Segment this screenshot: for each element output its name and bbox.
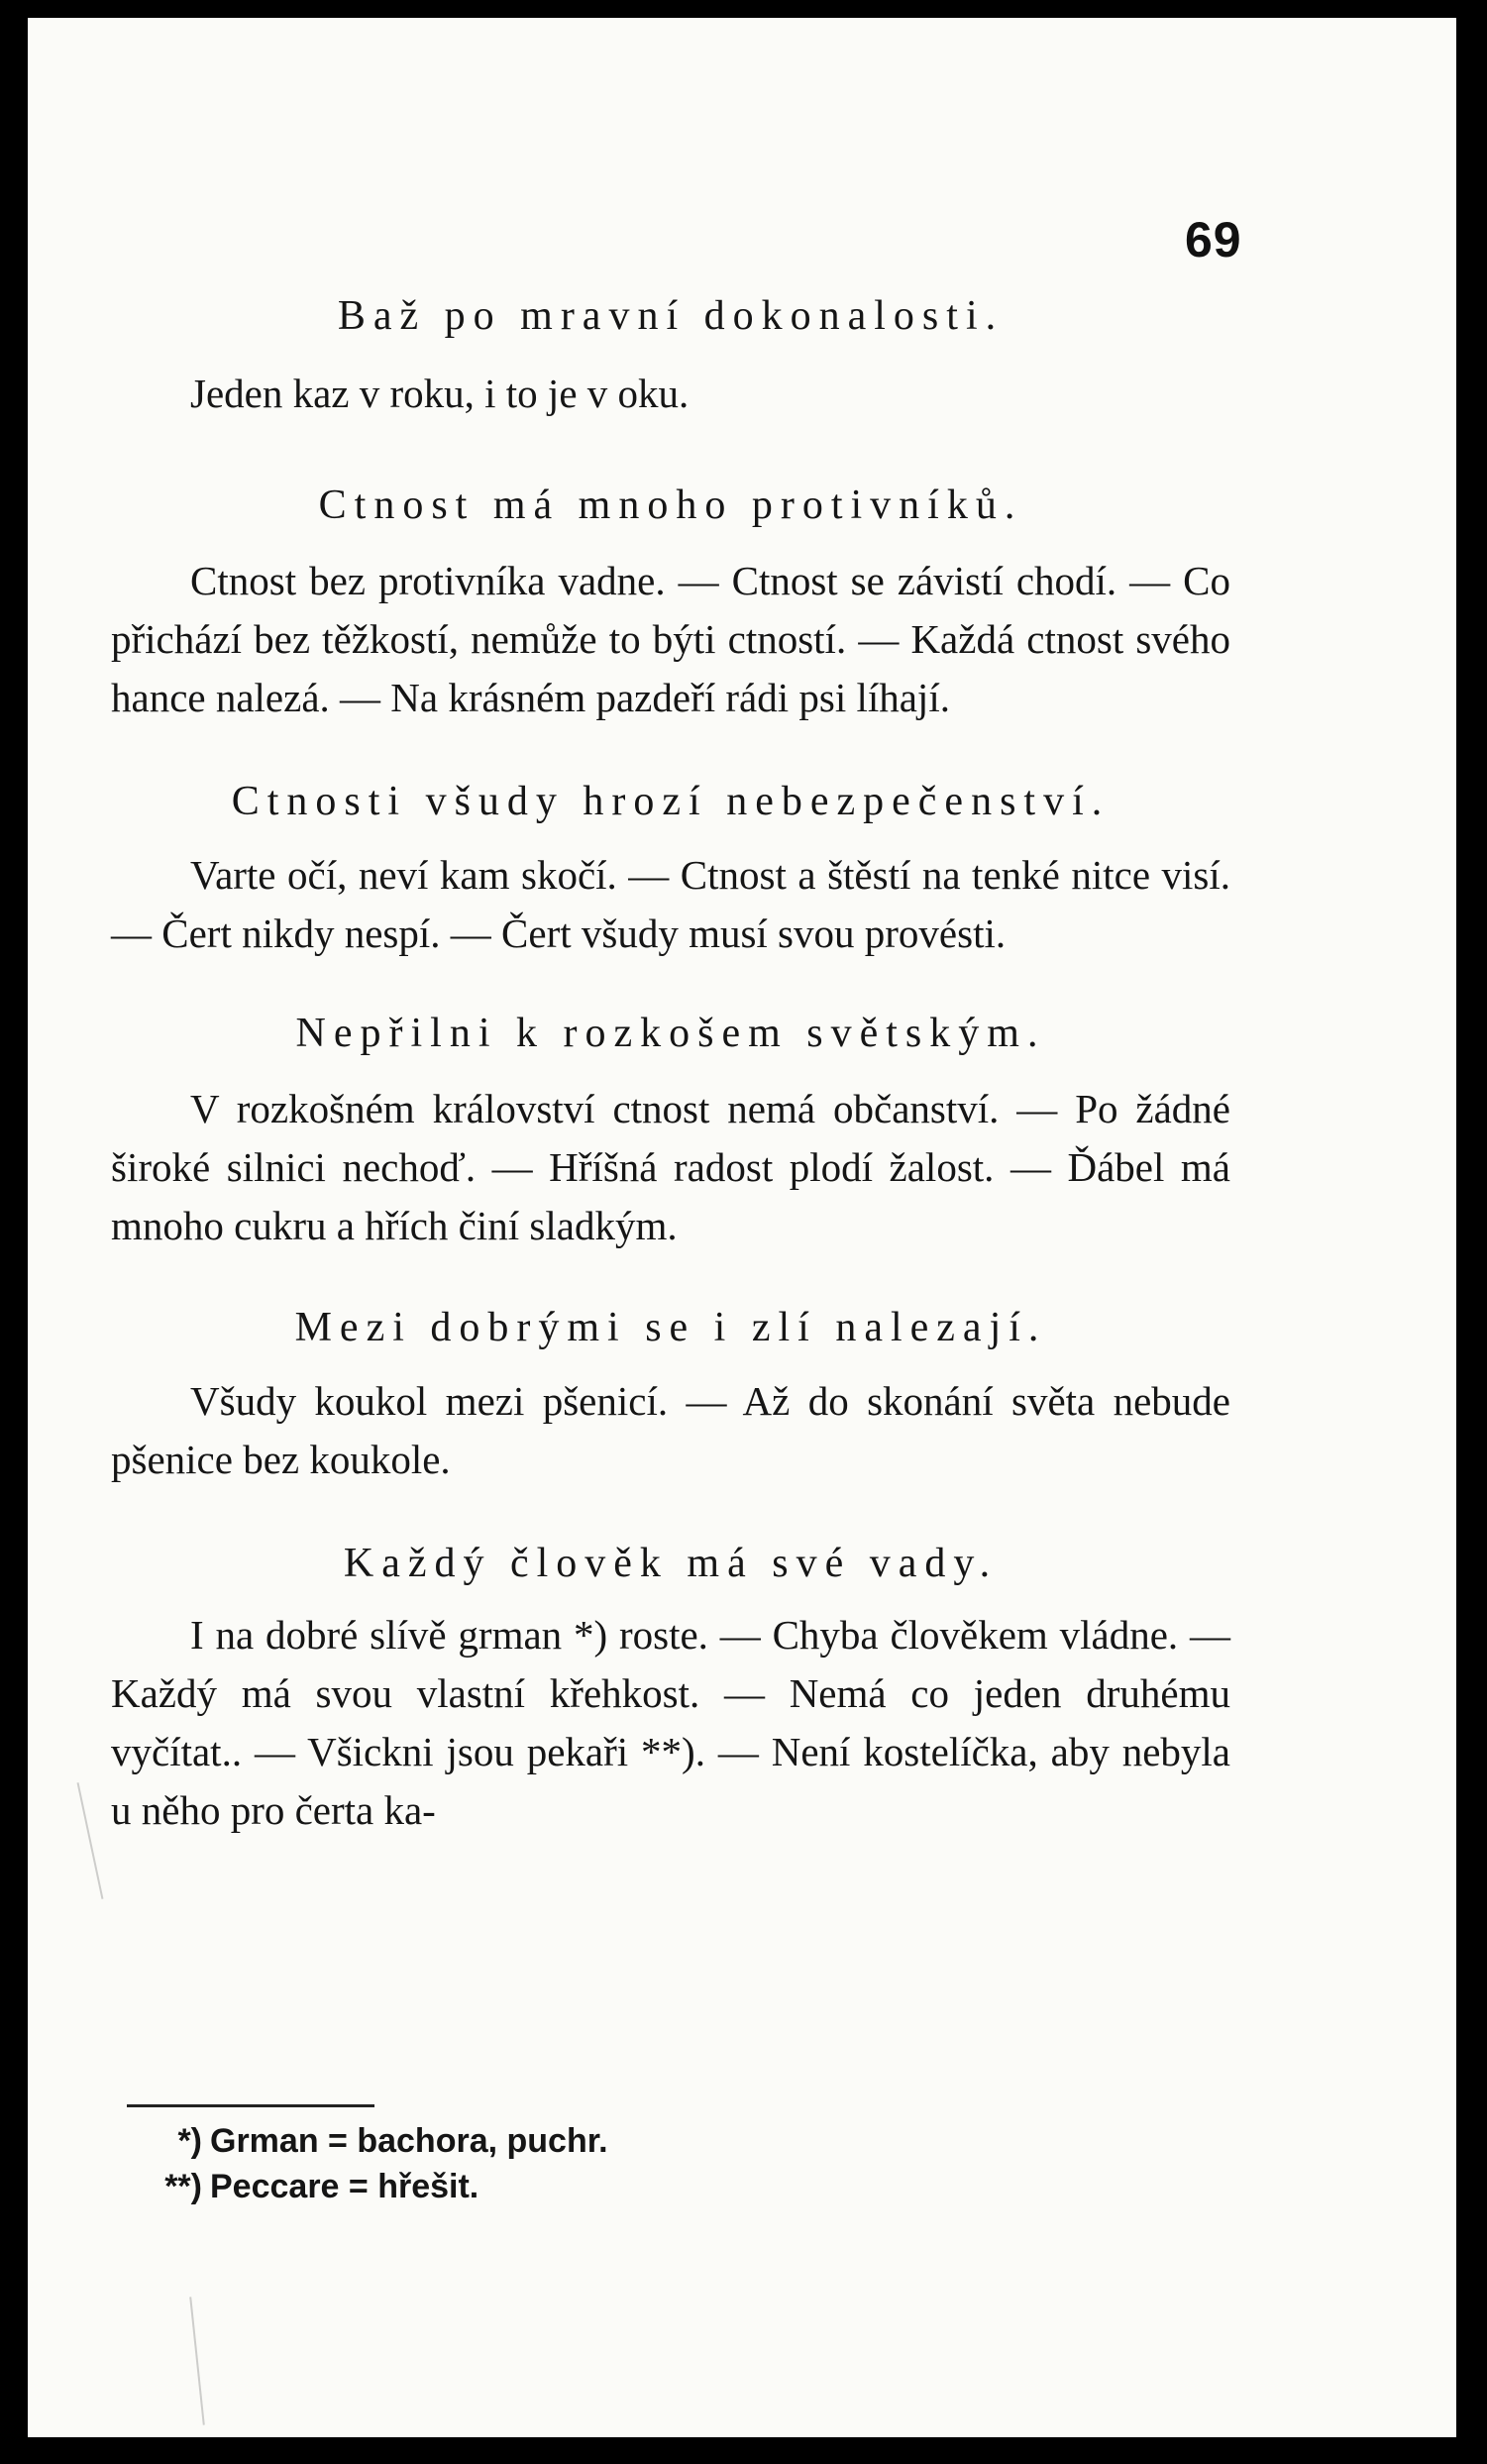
section-text: Jeden kaz v roku, i to je v oku. bbox=[190, 371, 690, 416]
paper-crease bbox=[189, 2297, 205, 2424]
page-number: 69 bbox=[1185, 212, 1242, 268]
section-heading: Nepřilni k rozkošem světským. bbox=[295, 1011, 1046, 1056]
section-heading: Ctnosti všudy hrozí nebezpečenství. bbox=[231, 779, 1111, 824]
footnote-text: Peccare = hřešit. bbox=[210, 2168, 479, 2205]
paper-crease bbox=[77, 1782, 104, 1899]
section-heading: Každý člověk má své vady. bbox=[343, 1541, 999, 1586]
footnote bbox=[117, 2164, 608, 2209]
section-text: I na dobré slívě grman *) roste. — Chyba člověkem vládne. — Každý má svou vlastní křehkost. — Nemá co jeden druhému vyčítat.. — Všickni jsou pekaři **). — Není kostelíčka, aby nebyla u něho pro čerta ka- bbox=[111, 1612, 1230, 1833]
page-body bbox=[111, 287, 1230, 1840]
footnotes bbox=[117, 2118, 608, 2209]
section-heading: Ctnost má mnoho protivníků. bbox=[318, 482, 1023, 528]
book-page bbox=[28, 18, 1456, 2437]
section-text: Ctnost bez protivníka vadne. — Ctnost se závistí chodí. — Co přichází bez těžkostí, nemůže to býti ctností. — Každá ctnost svého hance nalezá. — Na krásném pazdeří rádi psi líhají. bbox=[111, 558, 1230, 720]
footnote-mark: *) bbox=[177, 2122, 202, 2160]
footnote-rule bbox=[127, 2104, 374, 2107]
section-heading: Baž po mravní dokonalosti. bbox=[337, 293, 1005, 339]
section-heading: Mezi dobrými se i zlí nalezají. bbox=[294, 1305, 1047, 1350]
footnote bbox=[117, 2118, 608, 2164]
section-text: Varte očí, neví kam skočí. — Ctnost a štěstí na tenké nitce visí. — Čert nikdy nespí. — Čert všudy musí svou provésti. bbox=[111, 852, 1230, 956]
footnote-text: Grman = bachora, puchr. bbox=[210, 2122, 608, 2160]
footnote-mark: **) bbox=[164, 2168, 202, 2205]
section-text: Všudy koukol mezi pšenicí. — Až do skonání světa nebude pšenice bez koukole. bbox=[111, 1378, 1230, 1482]
section-text: V rozkošném království ctnost nemá občanství. — Po žádné široké silnici nechoď. — Hříšná radost plodí žalost. — Ďábel má mnoho cukru a hřích činí sladkým. bbox=[111, 1086, 1230, 1248]
